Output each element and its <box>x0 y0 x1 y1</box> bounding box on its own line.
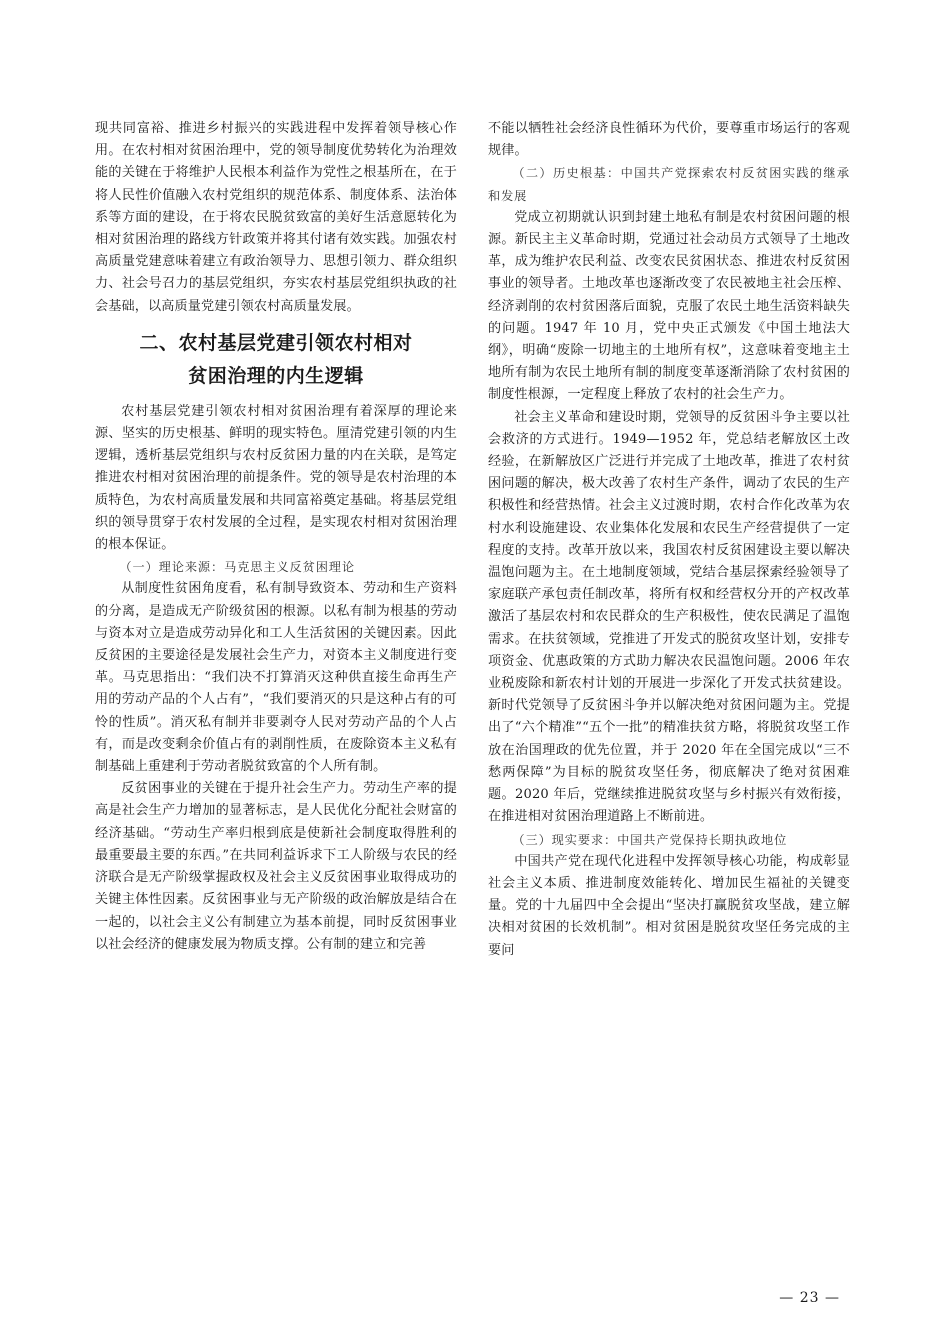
page-number: — 23 — <box>779 1290 840 1306</box>
paragraph: 农村基层党建引领农村相对贫困治理有着深厚的理论来源、坚实的历史根基、鲜明的现实特色。厘清党建引领的内生逻辑，透析基层党组织与农村反贫困力量的内在关联，是笃定推进农村相对贫困治理的前提条件。党的领导是农村治理的本质特色，为农村高质量发展和共同富裕奠定基础。将基层党组织的领导贯穿于农村发展的全过程，是实现农村相对贫困治理的根本保证。 <box>95 403 457 553</box>
subsection-heading: （一）理论来源：马克思主义反贫困理论 <box>119 560 355 575</box>
paragraph: 社会主义革命和建设时期，党领导的反贫困斗争主要以社会救济的方式进行。1949—1952 年，党总结老解放区土改经验，在新解放区广泛进行并完成了土地改革，推进了农村贫困问题的解决，极大改善了农村生产条件，调动了农民的生产积极性和经营热情。社会主义过渡时期，农村合作化改革为农村水利设施建设、农业集体化发展和农民生产经营提供了一定程度的支持。改革开放以来，我国农村反贫困建设主要以解决温饱问题为主。在土地制度领域，党结合基层探索经验领导了家庭联产承包责任制改革，将所有权和经营权分开的产权改革激活了基层农村和农民群众的生产积极性，使农民满足了温饱需求。在扶贫领域，党推进了开发式的脱贫攻坚计划，安排专项资金、优惠政策的方式助力解决农民温饱问题。2006 年农业税废除和新农村计划的开展进一步深化了开发式扶贫建设。新时代党领导了反贫困斗争并以解决绝对贫困问题为主。党提出了“六个精准”“五个一批”的精准扶贫方略，将脱贫攻坚工作放在治国理政的优先位置，并于 2020 年在全国完成以“三不愁两保障”为目标的脱贫攻坚任务，彻底解决了绝对贫困难题。2020 年后，党继续推进脱贫攻坚与乡村振兴有效衔接，在推进相对贫困治理道路上不断前进。 <box>488 409 850 825</box>
paragraph: 反贫困事业的关键在于提升社会生产力。劳动生产率的提高是社会生产力增加的显著标志，是人民优化分配社会财富的经济基础。“劳动生产率归根到底是使新社会制度取得胜利的最重要最主要的东西。”在共同利益诉求下工人阶级与农民的经济联合是无产阶级掌握政权及社会主义反贫困事业取得成功的关键主体性因素。反贫困事业与无产阶级的政治解放是结合在一起的，以社会主义公有制建立为基本前提，同时反贫困事业以社会经济的健康发展为物质支撑。公有制的建立和完善 <box>95 781 457 952</box>
subsection-heading: （三）现实要求：中国共产党保持长期执政地位 <box>512 832 788 847</box>
paragraph: 中国共产党在现代化进程中发挥领导核心功能，构成彰显社会主义本质、推进制度效能转化、增加民生福祉的关键变量。党的十九届四中全会提出“坚决打赢脱贫攻坚战，建立解决相对贫困的长效机制”。相对贫困是脱贫攻坚任务完成的主要问 <box>488 853 850 958</box>
paragraph: 党成立初期就认识到封建土地私有制是农村贫困问题的根源。新民主主义革命时期，党通过社会动员方式领导了土地改革，成为维护农民利益、改变农民贫困状态、推进农村反贫困事业的领导者。土地改革也逐渐改变了农民被地主社会压榨、经济剥削的农村贫困落后面貌，克服了农民土地生活资料缺失的问题。1947 年 10 月，党中央正式颁发《中国土地法大纲》，明确“废除一切地主的土地所有权”，这意味着变地主土地所有制为农民土地所有制的制度变革逐渐消除了农村贫困的制度性根源，一定程度上释放了农村的社会生产力。 <box>488 209 850 403</box>
paragraph: 从制度性贫困角度看，私有制导致资本、劳动和生产资料的分离，是造成无产阶级贫困的根源。以私有制为根基的劳动与资本对立是造成劳动异化和工人生活贫困的关键因素。因此反贫困的主要途径是发展社会生产力，对资本主义制度进行变革。马克思指出：“我们决不打算消灭这种供直接生命再生产用的劳动产品的个人占有”，“我们要消灭的只是这种占有的可怜的性质”。消灭私有制并非要剥夺人民对劳动产品的个人占有，而是改变剩余价值占有的剥削性质，在废除资本主义私有制基础上重建利于劳动者脱贫致富的个人所有制。 <box>95 581 457 775</box>
left-column <box>95 118 457 956</box>
section-heading-line-2: 贫困治理的内生逻辑 <box>188 364 364 387</box>
section-heading <box>95 327 457 393</box>
paragraph: 现共同富裕、推进乡村振兴的实践进程中发挥着领导核心作用。在农村相对贫困治理中，党的领导制度优势转化为治理效能的关键在于将维护人民根本利益作为党性之根基所在，在于将人民性价值融入农村党组织的规范体系、制度体系、法治体系等方面的建设，在于将农民脱贫致富的美好生活意愿转化为相对贫困治理的路线方针政策并将其付诸有效实践。加强农村高质量党建意味着建立有政治领导力、思想引领力、群众组织力、社会号召力的基层党组织，夯实农村基层党组织执政的社会基础，以高质量党建引领农村高质量发展。 <box>95 121 457 314</box>
section-heading-line-1: 二、农村基层党建引领农村相对 <box>139 331 413 354</box>
paragraph: 不能以牺牲社会经济良性循环为代价，要尊重市场运行的客观规律。 <box>488 121 850 159</box>
subsection-heading: （二）历史根基：中国共产党探索农村反贫困实践的继承和发展 <box>488 166 850 203</box>
right-column <box>488 118 850 962</box>
